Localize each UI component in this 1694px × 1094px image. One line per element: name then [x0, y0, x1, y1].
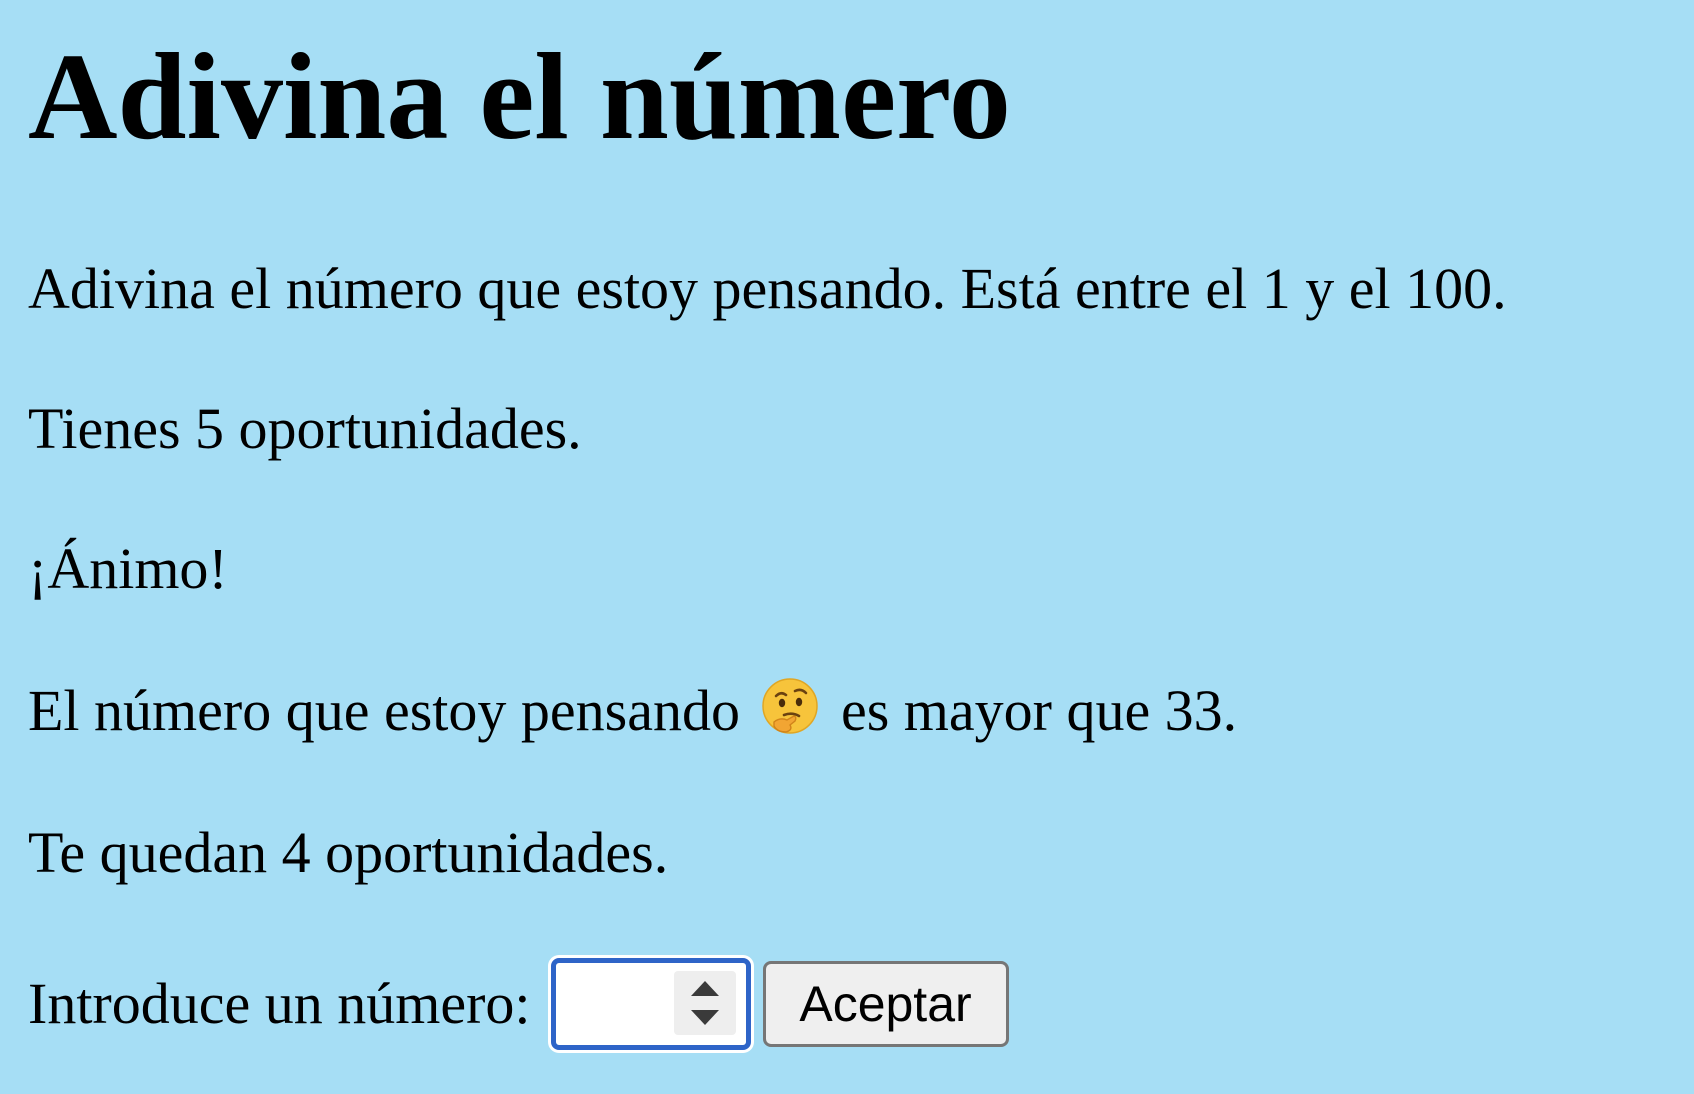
- thinking-face-icon: [760, 676, 820, 736]
- guess-input-wrapper[interactable]: [551, 958, 751, 1050]
- remaining-text: Te quedan 4 oportunidades.: [28, 820, 669, 885]
- cheer-text: ¡Ánimo!: [28, 536, 228, 601]
- page: [28, 0, 1694, 1094]
- chances-text: Tienes 5 oportunidades.: [28, 396, 582, 461]
- number-spinner[interactable]: [674, 971, 736, 1035]
- hint-text-before: El número que estoy pensando: [28, 678, 740, 743]
- page-title: Adivina el número: [28, 28, 1011, 165]
- guess-input[interactable]: [556, 963, 674, 1045]
- submit-button[interactable]: Aceptar: [763, 961, 1009, 1047]
- spinner-down-icon[interactable]: [691, 1010, 719, 1025]
- spinner-up-icon[interactable]: [691, 981, 719, 996]
- hint-text: [28, 676, 1237, 746]
- guess-form: [28, 958, 1009, 1050]
- guess-label: Introduce un número:: [28, 971, 531, 1036]
- hint-text-after: es mayor que 33.: [840, 678, 1238, 743]
- intro-text: Adivina el número que estoy pensando. Está entre el 1 y el 100.: [28, 256, 1507, 321]
